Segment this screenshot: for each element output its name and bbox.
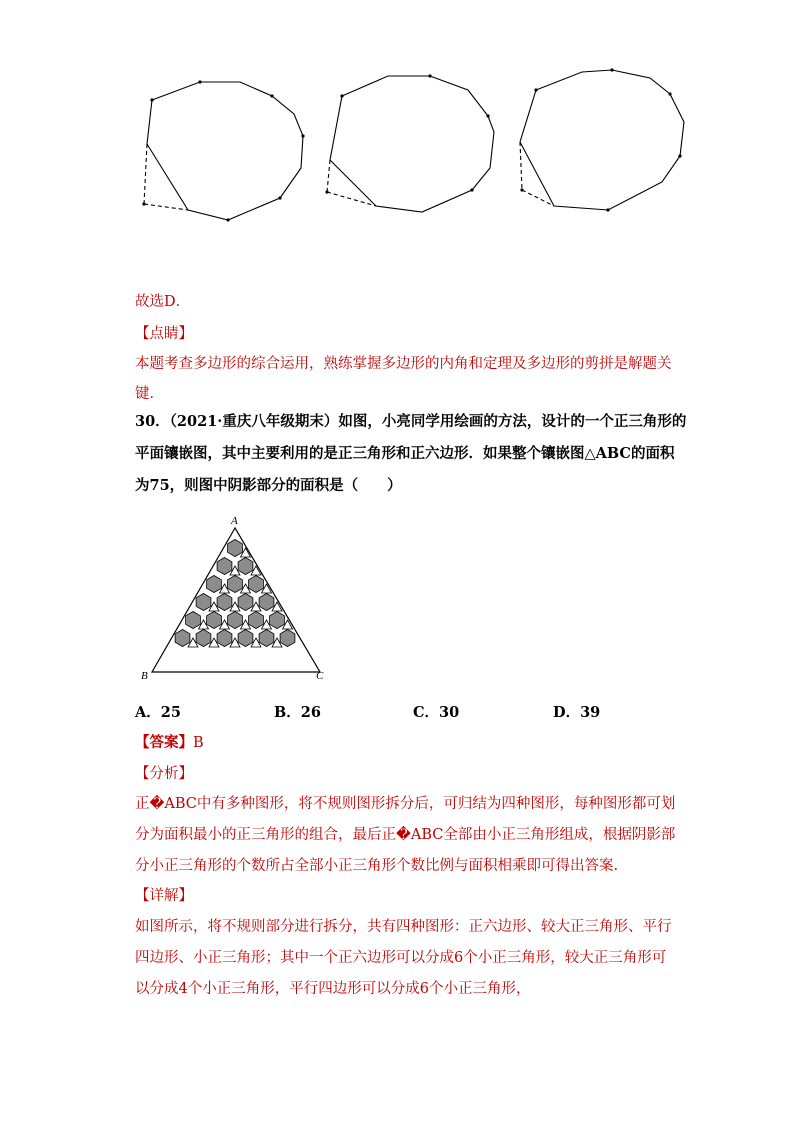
option-b-letter: B． [274, 704, 301, 721]
hexagon [217, 558, 232, 575]
comment-line-2: 键． [135, 386, 164, 402]
hexagon [186, 612, 201, 629]
hexagon [249, 612, 264, 629]
hexagon [270, 612, 285, 629]
hexagon [238, 594, 253, 611]
detail-line-1: 如图所示，将不规则部分进行拆分，共有四种图形：正六边形、较大正三角形、平行 [135, 919, 672, 935]
hexagon [238, 558, 253, 575]
hexagon [228, 576, 243, 593]
polygon-2 [330, 76, 494, 212]
tessellation-figure [140, 512, 330, 684]
hexagon [196, 630, 211, 647]
option-b[interactable] [274, 703, 321, 723]
conclusion-text: 故选D． [135, 294, 191, 310]
option-d[interactable] [553, 703, 600, 723]
analysis-header: 【分析】 [135, 766, 193, 782]
hexagon [196, 594, 211, 611]
comment-header: 【点睛】 [135, 326, 193, 342]
option-d-letter: D． [553, 704, 581, 721]
detail-header: 【详解】 [135, 888, 193, 904]
hexagon [249, 576, 264, 593]
hexagon [280, 630, 295, 647]
hexagon [238, 630, 253, 647]
answer-value: B [193, 735, 204, 751]
analysis-line-1: 正�ABC中有多种图形，将不规则图形拆分后，可归结为四种图形，每种图形都可划 [135, 796, 676, 812]
vertex-a-label: A [231, 515, 238, 527]
option-a-letter: A． [135, 704, 161, 721]
option-c-value: 30 [439, 704, 460, 721]
detail-line-3: 以分成4个小正三角形，平行四边形可以分成6个小正三角形， [135, 981, 531, 997]
polygon-3 [520, 70, 684, 210]
hexagon [207, 612, 222, 629]
hexagon [228, 540, 243, 557]
analysis-line-2: 分为面积最小的正三角形的组合，最后正�ABC全部由小正三角形组成，根据阴影部 [135, 827, 676, 843]
hexagon [217, 630, 232, 647]
comment-line-1: 本题考查多边形的综合运用，熟练掌握多边形的内角和定理及多边形的剪拼是解题关 [135, 356, 672, 372]
detail-line-2: 四边形、小正三角形；其中一个正六边形可以分成6个小正三角形，较大正三角形可 [135, 950, 667, 966]
option-d-value: 39 [580, 704, 601, 721]
hexagon [228, 612, 243, 629]
hexagon [175, 630, 190, 647]
hexagon [259, 630, 274, 647]
option-c[interactable] [413, 703, 459, 723]
answer-line [135, 733, 204, 753]
question-line-2: 平面镶嵌图，其中主要利用的是正三角形和正六边形．如果整个镶嵌图△ABC的面积 [135, 445, 675, 462]
option-c-letter: C． [413, 704, 440, 721]
analysis-line-3: 分小正三角形的个数所占全部小正三角形个数比例与面积相乘即可得出答案. [135, 858, 619, 874]
answer-header: 【答案】 [135, 734, 193, 751]
hexagon [217, 594, 232, 611]
question-line-3: 为75，则图中阴影部分的面积是（ ） [135, 477, 402, 494]
question-line-1: 30．（2021·重庆八年级期末）如图，小亮同学用绘画的方法，设计的一个正三角形的 [135, 413, 687, 430]
vertex-c-label: C [316, 670, 324, 682]
option-b-value: 26 [300, 704, 321, 721]
hexagon [207, 576, 222, 593]
option-a[interactable] [135, 703, 181, 723]
polygon-cut-figure [130, 60, 700, 240]
hexagon [259, 594, 274, 611]
option-a-value: 25 [160, 704, 181, 721]
vertex-b-label: B [141, 670, 148, 682]
